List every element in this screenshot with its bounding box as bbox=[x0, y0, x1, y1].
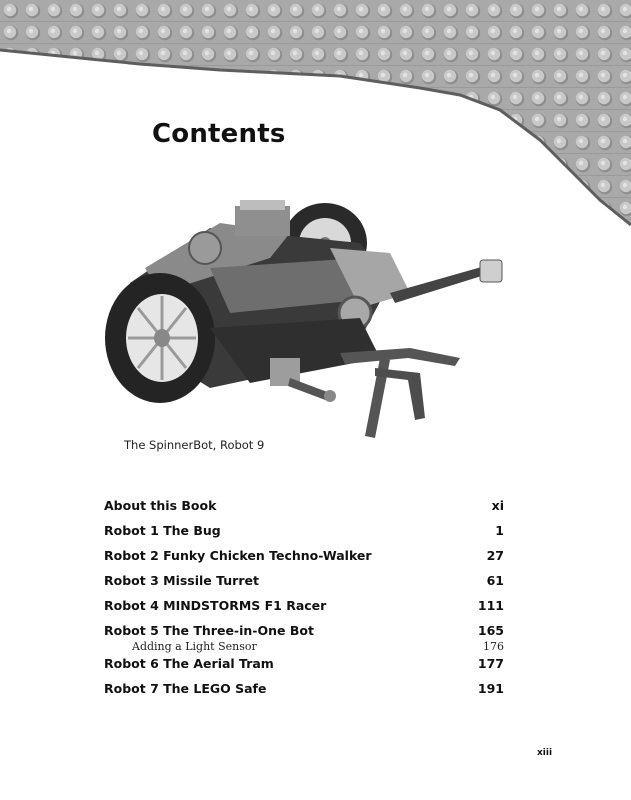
toc-entry-page: 111 bbox=[477, 598, 504, 613]
toc-entry-page: 61 bbox=[486, 573, 504, 588]
toc-entry-robot-7[interactable] bbox=[104, 681, 504, 706]
toc-entry-page: 177 bbox=[477, 656, 504, 671]
toc-entry-page: 27 bbox=[486, 548, 504, 563]
toc-subentry-label: Adding a Light Sensor bbox=[132, 640, 257, 653]
toc-entry-page: 191 bbox=[477, 681, 504, 696]
figure-caption: The SpinnerBot, Robot 9 bbox=[124, 438, 265, 452]
toc-entry-label: Robot 3 Missile Turret bbox=[104, 573, 259, 588]
toc-subentry-page: 176 bbox=[483, 640, 504, 653]
toc-entry-robot-6[interactable] bbox=[104, 656, 504, 681]
toc-entry-label: About this Book bbox=[104, 498, 217, 513]
toc-entry-label: Robot 1 The Bug bbox=[104, 523, 221, 538]
spinnerbot-illustration bbox=[90, 188, 520, 473]
toc-subentry-light-sensor[interactable] bbox=[104, 640, 504, 656]
page-number: xiii bbox=[537, 748, 553, 758]
toc-entry-page: 1 bbox=[495, 523, 504, 538]
toc-entry-robot-4[interactable] bbox=[104, 598, 504, 623]
toc-entry-about[interactable] bbox=[104, 498, 504, 523]
toc-entry-label: Robot 4 MINDSTORMS F1 Racer bbox=[104, 598, 327, 613]
toc-entry-page: 165 bbox=[477, 623, 504, 638]
table-of-contents bbox=[104, 498, 504, 706]
toc-entry-label: Robot 7 The LEGO Safe bbox=[104, 681, 267, 696]
toc-entry-page: xi bbox=[491, 498, 504, 513]
page-title: Contents bbox=[152, 119, 286, 149]
toc-entry-robot-2[interactable] bbox=[104, 548, 504, 573]
toc-entry-label: Robot 5 The Three-in-One Bot bbox=[104, 623, 314, 638]
toc-entry-label: Robot 2 Funky Chicken Techno-Walker bbox=[104, 548, 372, 563]
toc-entry-label: Robot 6 The Aerial Tram bbox=[104, 656, 274, 671]
toc-entry-robot-3[interactable] bbox=[104, 573, 504, 598]
toc-entry-robot-1[interactable] bbox=[104, 523, 504, 548]
